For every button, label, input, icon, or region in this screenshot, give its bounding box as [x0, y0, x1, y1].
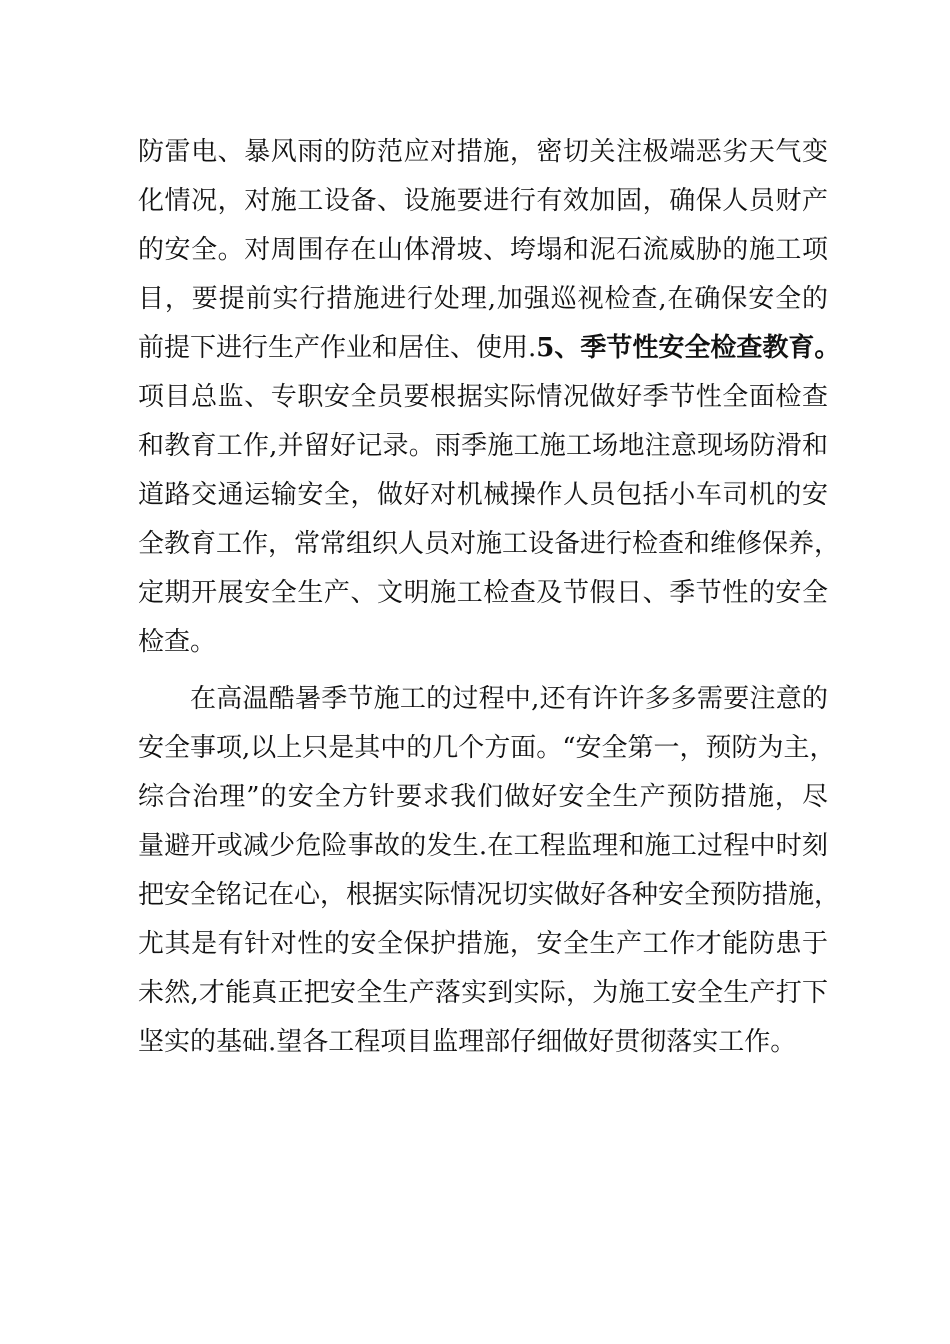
text-line: 在高温酷暑季节施工的过程中,还有许许多多需要注意的: [190, 684, 828, 714]
text-line: 防雷电、暴风雨的防范应对措施，密切关注极端恶劣天气变: [138, 137, 828, 167]
text-line: 的安全。对周围存在山体滑坡、垮塌和泥石流威胁的施工项: [138, 235, 828, 265]
text-line: 量避开或减少危险事故的发生.在工程监理和施工过程中时刻: [138, 831, 828, 861]
document-body: [138, 128, 841, 1067]
text-line: 综合治理”的安全方针要求我们做好安全生产预防措施，尽: [138, 782, 828, 812]
paragraph-1: [138, 128, 841, 667]
paragraph-2: [138, 675, 841, 1067]
text-line: 全教育工作，常常组织人员对施工设备进行检查和维修保养，: [138, 529, 841, 559]
text-line: 和教育工作,并留好记录。雨季施工施工场地注意现场防滑和: [138, 431, 828, 461]
text-line: 检查。: [138, 627, 217, 657]
text-line-with-heading: [138, 324, 841, 373]
text-line: 尤其是有针对性的安全保护措施，安全生产工作才能防患于: [138, 929, 828, 959]
text-line: 道路交通运输安全，做好对机械操作人员包括小车司机的安: [138, 480, 828, 510]
paragraph-gap: [138, 667, 828, 675]
text-line: 目，要提前实行措施进行处理,加强巡视检查,在确保安全的: [138, 284, 828, 314]
section-heading-5: 5、季节性安全检查教育。: [536, 333, 841, 363]
text-segment: 前提下进行生产作业和居住、使用.: [138, 333, 537, 363]
text-line: 项目总监、专职安全员要根据实际情况做好季节性全面检查: [138, 382, 828, 412]
text-line: 安全事项,以上只是其中的几个方面。“安全第一，预防为主，: [138, 733, 836, 763]
text-line: 把安全铭记在心，根据实际情况切实做好各种安全预防措施，: [138, 880, 841, 910]
text-line: 定期开展安全生产、文明施工检查及节假日、季节性的安全: [138, 578, 828, 608]
text-line: 化情况，对施工设备、设施要进行有效加固，确保人员财产: [138, 186, 828, 216]
text-line: 未然,才能真正把安全生产落实到实际，为施工安全生产打下: [138, 978, 828, 1008]
text-line: 坚实的基础.望各工程项目监理部仔细做好贯彻落实工作。: [138, 1027, 797, 1057]
